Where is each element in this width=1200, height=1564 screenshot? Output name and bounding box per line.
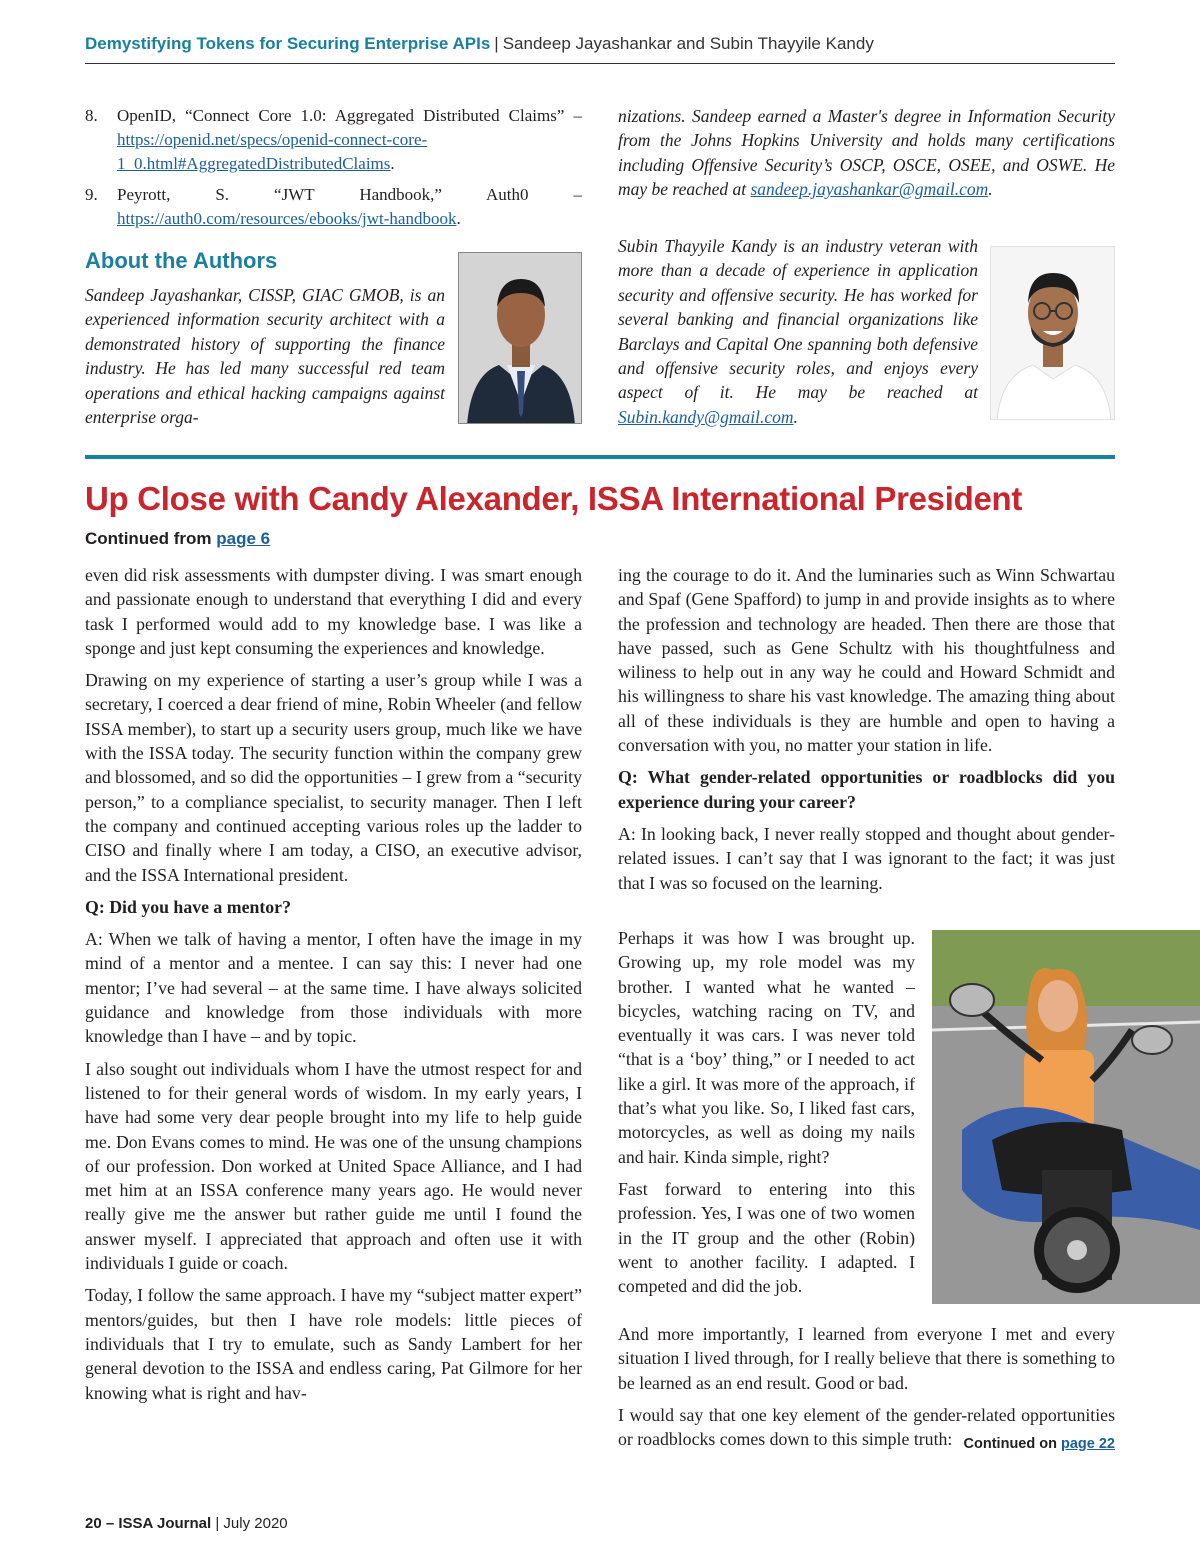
reference-link[interactable]: https://openid.net/specs/openid-connect-core-1_0.html#AggregatedDistributedClaims — [117, 130, 428, 173]
candy-motorcycle-photo — [932, 930, 1200, 1304]
subin-email-link[interactable]: Subin.kandy@gmail.com — [618, 406, 794, 427]
continued-from — [85, 529, 270, 549]
reference-item — [85, 104, 582, 176]
bio-punct: . — [793, 406, 798, 427]
author-bio-subin — [618, 234, 978, 429]
bio-continued-text: nizations. Sandeep earned a Master's degree in Information Security from the Johns Hopkins University and holds many certifications including Offensive Security’s OSCP, OSCE, OSEE, and OSWE. He may be reached at — [618, 106, 1115, 200]
paragraph: Today, I follow the same approach. I have my “subject matter expert” mentors/guides, but then I have role models: little pieces of individuals that I try to emulate, such as Sandy Lambert for her general devotion to the ISSA and endless caring, Pat Gilmore for her knowing what is right and hav- — [85, 1285, 582, 1403]
header-authors: Sandeep Jayashankar and Subin Thayyile Kandy — [502, 34, 874, 53]
paragraph: I also sought out individuals whom I have the utmost respect for and listened to for their general words of wisdom. In my early years, I have had some very dear people brought into my life to help guide me. Don Evans comes to mind. He was one of the unsung champions of our profession. Don worked at United Space Alliance, and I had met him at an ISSA conference many years ago. He would never really give me the answer but rather guide me until I found the answer myself. I appreciated that approach and often use it with individuals I guide or coach. — [85, 1058, 582, 1274]
continued-on-link[interactable]: page 22 — [1061, 1436, 1115, 1452]
reference-punct: . — [456, 209, 461, 228]
reference-list — [85, 104, 582, 238]
paragraph: Drawing on my experience of starting a user’s group while I was a secretary, I coerced a dear friend of mine, Robin Wheeler (and fellow ISSA member), to start up a security users group, much like we have with the ISSA today. The security function within the company grew and blossomed, and so did the opportunities – I grew from a “security person,” to a compliance specialist, to security manager. Then I left the company and continued accepting various roles up the ladder to CISO and finally where I am today, a CISO, an executive advisor, and the ISSA International president. — [85, 670, 582, 885]
header-title: Demystifying Tokens for Securing Enterprise APIs — [85, 34, 491, 53]
reference-link[interactable]: https://auth0.com/resources/ebooks/jwt-handbook — [117, 209, 457, 228]
continued-on-label: Continued on — [963, 1436, 1061, 1452]
bio-subin-text: Subin Thayyile Kandy is an industry veteran with more than a decade of experience in application security and offensive security. He has worked for several banking and financial organizations like Barclays and Capital One spanning both defensive and offensive security roles, and enjoys every aspect of it. He may be reached at — [618, 236, 978, 403]
reference-number: 9. — [85, 185, 98, 204]
running-header — [85, 34, 1115, 64]
continued-from-label: Continued from — [85, 529, 217, 548]
continued-from-link[interactable]: page 6 — [216, 529, 271, 548]
reference-item — [85, 183, 582, 231]
reference-text: OpenID, “Connect Core 1.0: Aggregated Distributed Claims” – — [117, 106, 582, 125]
paragraph: Perhaps it was how I was brought up. Growing up, my role model was my brother. I wanted what he wanted – bicycles, watching racing on TV, and eventually it was cars. I was never told “that is a ‘boy’ thing,” or I needed to act like a girl. It was more of the approach, if that’s what you like. So, I liked fast cars, motorcycles, as well as doing my nails and hair. Kinda simple, right? — [618, 928, 915, 1167]
reference-punct: . — [390, 154, 395, 173]
footer-date: July 2020 — [223, 1515, 288, 1532]
sandeep-email-link[interactable]: sandeep.jayashankar@gmail.com — [750, 179, 989, 200]
reference-number: 8. — [85, 106, 98, 125]
paragraph: A: In looking back, I never really stopped and thought about gender-related issues. I can’t say that I was ignorant to the fact; it was just that I was so focused on the learning. — [618, 823, 1115, 893]
interview-question: Q: What gender-related opportunities or roadblocks did you experience during your career? — [618, 767, 1115, 812]
header-separator: | — [494, 34, 499, 53]
author-bio-sandeep: Sandeep Jayashankar, CISSP, GIAC GMOB, is an experienced information security architect with a demonstrated history of supporting the finance industry. He has led many successful red team operations and ethical hacking campaigns against enterprise orga- — [85, 285, 445, 428]
author-photo-subin — [990, 246, 1115, 420]
section-divider — [85, 455, 1115, 459]
continued-on — [964, 1436, 1115, 1452]
author-bio-sandeep-continued — [618, 104, 1115, 202]
about-authors-heading: About the Authors — [85, 248, 278, 273]
paragraph: I would say that one key element of the gender-related opportunities or roadblocks comes down to this simple truth: — [618, 1404, 1115, 1450]
interview-question: Q: Did you have a mentor? — [85, 896, 291, 917]
paragraph: even did risk assessments with dumpster diving. I was smart enough and passionate enough to understand that everything I did and every task I performed would add to my knowledge base. I was like a sponge and just kept consuming the experiences and knowledge. — [85, 565, 582, 658]
article-column-left — [85, 563, 582, 1413]
bio-punct: . — [988, 179, 993, 200]
article-column-right — [618, 563, 1115, 903]
paragraph: And more importantly, I learned from everyone I met and every situation I lived through, for I really believe that there is something to be learned as an end result. Good or bad. — [618, 1324, 1115, 1393]
reference-text: Peyrott, S. “JWT Handbook,” Auth0 – — [117, 185, 582, 204]
paragraph: A: When we talk of having a mentor, I often have the image in my mind of a mentor and a mentee. I can say this: I never had one mentor; I’ve had several – at the same time. I have always solicited guidance and knowledge from those individuals with more knowledge than I have – and by topic. — [85, 929, 582, 1047]
article-column-narrow — [618, 926, 915, 1306]
footer-page: 20 – ISSA Journal — [85, 1515, 212, 1532]
paragraph: Fast forward to entering into this profession. Yes, I was one of two women in the IT group and the other (Robin) went to another facility. I adapted. I competed and did the job. — [618, 1178, 915, 1297]
paragraph: ing the courage to do it. And the luminaries such as Winn Schwartau and Spaf (Gene Spafford) to jump in and provide insights as to where the profession and technology are headed. Then there are those that have passed, such as Gene Schultz with his thoughtfulness and wiliness to help out in any way he could and Howard Schmidt and his willingness to share his vast knowledge. The amazing thing about all of these individuals is they are humble and open to having a conversation with you, no matter your station in life. — [618, 565, 1115, 756]
page-footer — [85, 1515, 288, 1532]
author-photo-sandeep — [458, 252, 582, 424]
footer-separator: | — [215, 1515, 220, 1532]
article-title: Up Close with Candy Alexander, ISSA International President — [85, 480, 1023, 517]
